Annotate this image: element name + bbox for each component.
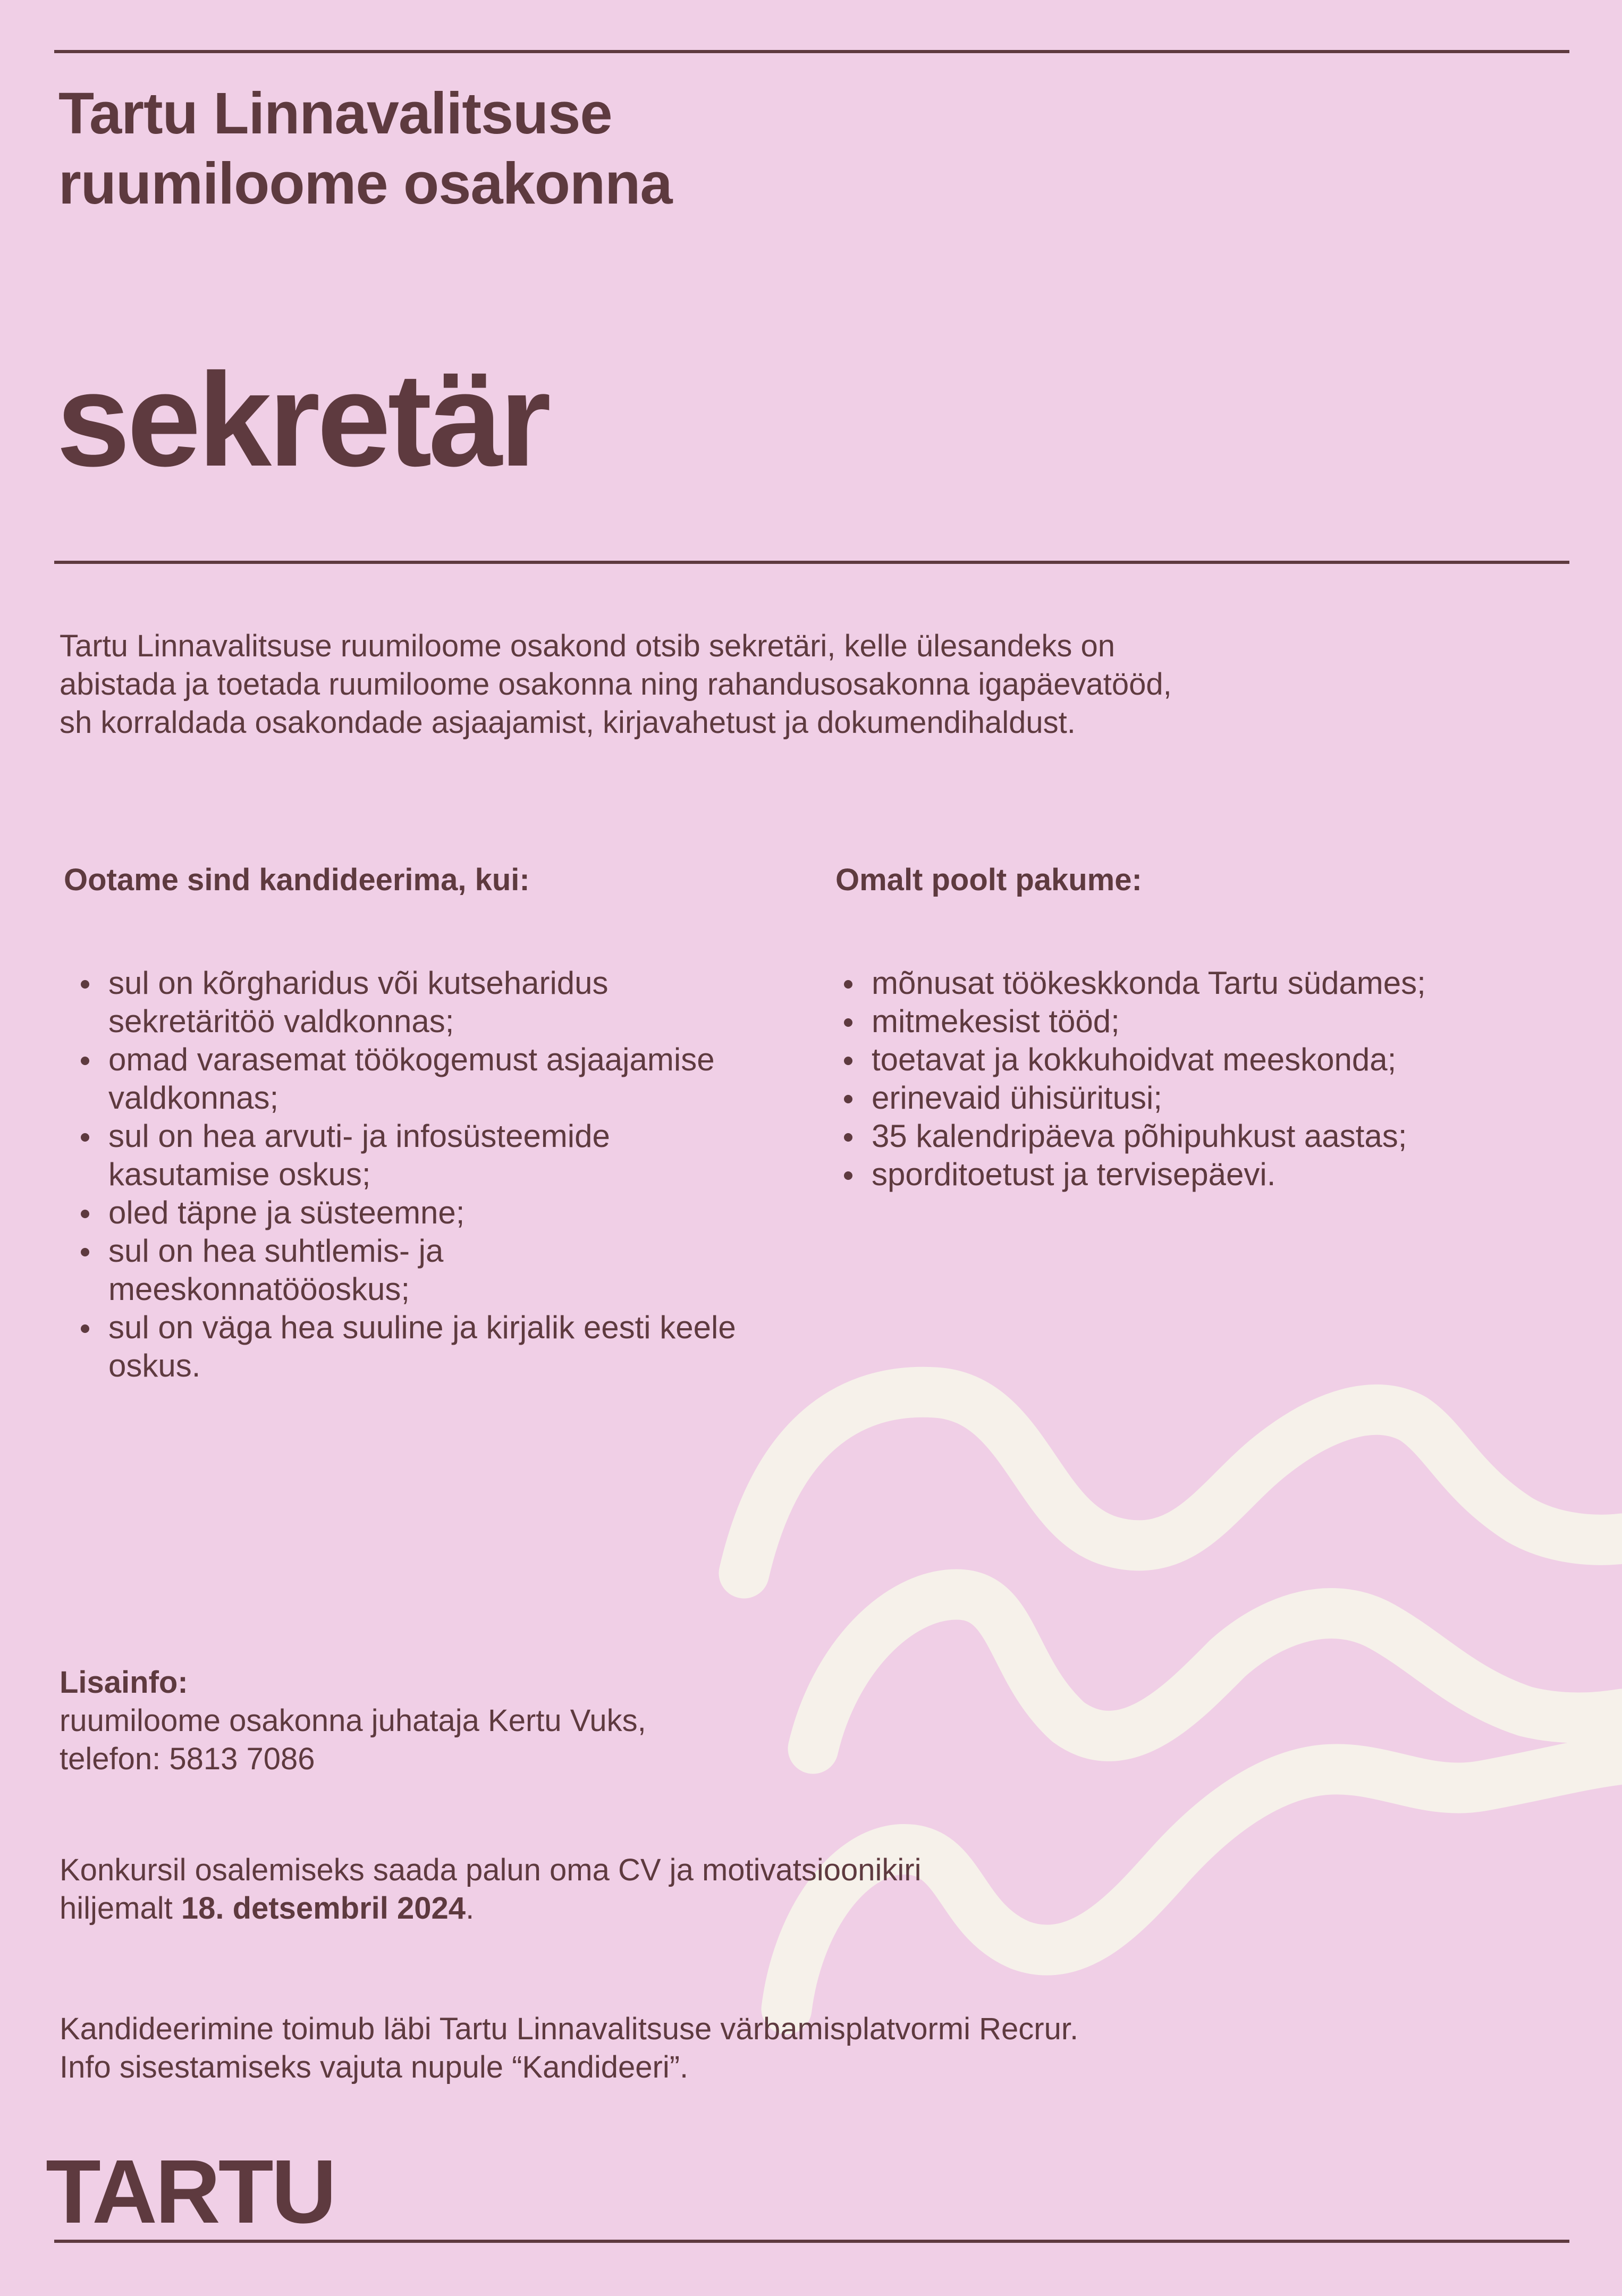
requirements-heading: Ootame sind kandideerima, kui: (64, 863, 530, 897)
platform-line: Info sisestamiseks vajuta nupule “Kandideeri”. (60, 2050, 689, 2084)
deadline-suffix: . (466, 1891, 475, 1926)
deadline-date: 18. detsembril 2024 (181, 1891, 466, 1926)
org-title-line: ruumiloome osakonna (58, 151, 672, 216)
list-item: erinevaid ühisüritusi; (823, 1079, 1567, 1117)
intro-line: abistada ja toetada ruumiloome osakonna ning rahandusosakonna igapäevatööd, (60, 667, 1172, 702)
list-item-line: sul on kõrgharidus või kutseharidus (108, 965, 609, 1001)
intro-paragraph (60, 627, 1388, 742)
tartu-logo (46, 2154, 359, 2228)
decorative-waves (707, 1361, 1622, 2036)
list-item: mõnusat töökeskkonda Tartu südames; (823, 964, 1567, 1002)
top-divider (54, 50, 1569, 53)
application-deadline-line (60, 1889, 922, 1928)
list-item: mitmekesist tööd; (823, 1002, 1567, 1041)
title-divider (54, 561, 1569, 564)
list-item-line: oled täpne ja süsteemne; (108, 1195, 465, 1230)
requirements-list (60, 964, 830, 1385)
list-item-line: meeskonnatööoskus; (108, 1271, 410, 1307)
list-item: sporditoetust ja tervisepäevi. (823, 1155, 1567, 1194)
logo-wordmark: TARTU (46, 2154, 335, 2228)
offer-list (823, 964, 1567, 1194)
wave-stroke (813, 1594, 1622, 1749)
org-title-line: Tartu Linnavalitsuse (58, 81, 612, 146)
offer-heading: Omalt poolt pakume: (835, 863, 1142, 897)
job-title: sekretär (56, 345, 548, 494)
application-line: Konkursil osalemiseks saada palun oma CV ja motivatsioonikiri (60, 1853, 922, 1887)
bottom-divider (54, 2240, 1569, 2243)
list-item-line: valdkonnas; (108, 1080, 279, 1116)
contact-phone: telefon: 5813 7086 (60, 1742, 315, 1776)
contact-heading: Lisainfo: (60, 1665, 188, 1700)
intro-line: sh korraldada osakondade asjaajamist, kirjavahetust ja dokumendihaldust. (60, 705, 1076, 740)
deadline-prefix: hiljemalt (60, 1891, 181, 1926)
list-item-line: sekretäritöö valdkonnas; (108, 1003, 454, 1039)
list-item (60, 1041, 830, 1117)
intro-line: Tartu Linnavalitsuse ruumiloome osakond otsib sekretäri, kelle ülesandeks on (60, 629, 1115, 663)
list-item (60, 964, 830, 1041)
list-item-line: oskus. (108, 1348, 201, 1383)
list-item-line: sul on väga hea suuline ja kirjalik eesti keele (108, 1310, 736, 1345)
list-item: 35 kalendripäeva põhipuhkust aastas; (823, 1117, 1567, 1155)
list-item-line: sul on hea suhtlemis- ja (108, 1233, 444, 1269)
wave-stroke (744, 1392, 1622, 1573)
list-item (60, 1232, 830, 1309)
contact-person: ruumiloome osakonna juhataja Kertu Vuks, (60, 1703, 646, 1738)
list-item-line: sul on hea arvuti- ja infosüsteemide (108, 1118, 610, 1154)
list-item (60, 1117, 830, 1194)
list-item-line: omad varasemat töökogemust asjaajamise (108, 1042, 715, 1077)
contact-info (60, 1664, 646, 1778)
list-item: toetavat ja kokkuhoidvat meeskonda; (823, 1041, 1567, 1079)
list-item-line: kasutamise oskus; (108, 1157, 371, 1192)
application-info (60, 1851, 922, 1928)
platform-line: Kandideerimine toimub läbi Tartu Linnavalitsuse värbamisplatvormi Recrur. (60, 2012, 1079, 2046)
organization-title (58, 79, 672, 219)
platform-info (60, 2010, 1078, 2087)
list-item (60, 1194, 830, 1232)
